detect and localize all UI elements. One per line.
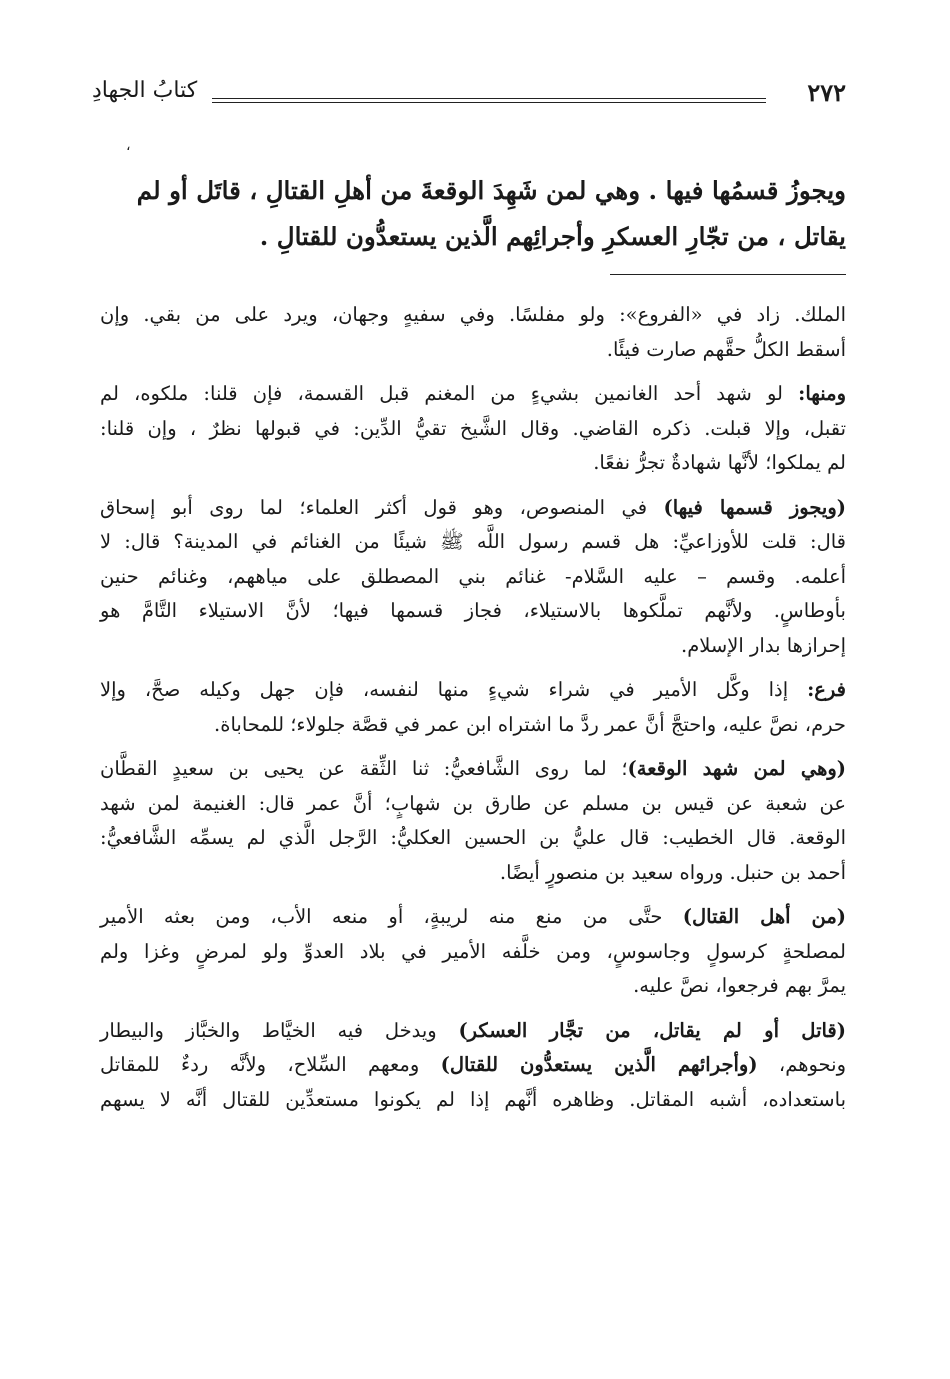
text-line: حرم، نصَّ عليه، واحتجَّ أنَّ عمر ردَّ ما اشتراه ابن عمر في قصَّة جلولاء؛ للمحاباة. (214, 712, 846, 736)
text-line (100, 1048, 846, 1083)
text-line (100, 377, 846, 412)
text-line (100, 491, 846, 526)
book-title: كتابُ الجهادِ (92, 78, 198, 103)
inline-quote: (وأجرائهم الَّذين يستعدُّون للقتال) (440, 1053, 758, 1076)
paragraph (100, 673, 846, 742)
text-run: ونحوهم، (757, 1053, 846, 1076)
text-line: إحرازها بدار الإسلام. (681, 633, 846, 657)
paragraph-lead: (وهي لمن شهد الوقعة) (627, 757, 846, 780)
text-line: عن شعبة عن قيس بن مسلم عن طارق بن شهابٍ؛ أنَّ عمر قال: الغنيمة لمن شهد (100, 791, 846, 815)
text-line (100, 900, 846, 935)
paragraph (100, 1014, 846, 1118)
text-line: الملك. زاد في «الفروع»: ولو مفلسًا. وفي سفيهٍ وجهان، ويرد على من بقي. وإن (100, 303, 846, 326)
tick-mark: ، (126, 138, 131, 154)
text-run: ومعهم السِّلاح، ولأنَّه ردءٌ للمقاتل (100, 1053, 441, 1076)
commentary (100, 298, 846, 1127)
text-run: في المنصوص، وهو قول أكثر العلماء؛ لما روى أبو إسحاق (100, 495, 664, 519)
text-line (100, 673, 846, 708)
matn-commentary-separator (610, 274, 846, 275)
matn-line: ويجوزُ قسمُها فيها . وهي لمن شَهِدَ الوقعةَ من أهلِ القتالِ ، قاتَل أو لم (136, 176, 846, 205)
header-rule-second (212, 102, 766, 103)
paragraph-lead: (من أهل القتال) (682, 905, 846, 928)
text-line: تقبل، وإلا قبلت. ذكره القاضي. وقال الشَّيخ تقيُّ الدِّين: في قبولها نظرٌ ، وإن قلنا: (100, 416, 846, 440)
text-line: أحمد بن حنبل. ورواه سعيد بن منصورٍ أيضًا. (499, 860, 846, 884)
paragraph (100, 377, 846, 481)
text-run: ويدخل فيه الخيَّاط والخبَّاز والبيطار (100, 1018, 459, 1042)
text-run: لو شهد أحد الغانمين بشيءٍ من المغنم قبل القسمة، فإن قلنا: ملكوه، لم (100, 382, 799, 405)
text-line: لمصلحةٍ كرسولٍ وجاسوسٍ، ومن خلَّفه الأمير في بلاد العدوِّ ولو لمرضٍ وغزا ولم (100, 939, 846, 963)
paragraph-lead: (ويجوز قسمها فيها) (663, 495, 846, 519)
header-rule (212, 98, 766, 99)
running-header (92, 74, 846, 114)
text-line: يمرَّ بهم فرجعوا، نصَّ عليه. (633, 974, 846, 997)
text-line: أسقط الكلُّ حقَّهم صارت فيئًا. (606, 337, 846, 361)
text-line: الوقعة. قال الخطيب: قال عليُّ بن الحسين العكليُّ: الرَّجل الَّذي لم يسمِّه الشَّافعيُّ: (100, 826, 846, 849)
paragraph-lead: (قاتل أو لم يقاتل، من تجَّار العسكر) (458, 1018, 846, 1042)
text-line (100, 1014, 846, 1049)
paragraph-lead: ومنها: (798, 382, 846, 405)
paragraph (100, 900, 846, 1004)
text-line: بأوطاسٍ. ولأنَّهم تملَّكوها بالاستيلاء، فجاز قسمها فيها؛ لأنَّ الاستيلاء التَّامَّ هو (100, 599, 846, 622)
text-run: ؛ لما روى الشَّافعيُّ: ثنا الثِّقة عن يحيى بن سعيدٍ القطَّان (100, 757, 628, 780)
text-line: باستعداده، أشبه المقاتل. وظاهره أنَّهم إذا لم يكونوا مستعدِّين للقتال أنَّه لا يسهم (100, 1087, 846, 1111)
text-line (100, 752, 846, 787)
text-line: لم يملكوا؛ لأنَّها شهادةٌ تجرُّ نفعًا. (593, 451, 846, 474)
paragraph (100, 298, 846, 367)
matn-text (100, 168, 846, 260)
text-run: حتَّى من منع منه لريبةٍ، أو منعه الأب، ومن بعثه الأمير (100, 905, 683, 928)
text-line: قال: قلت للأوزاعيِّ: هل قسم رسول اللَّه ﷺ شيئًا من الغنائم في المدينة؟ قال: لا (100, 530, 846, 553)
text-run: إذا وكَّل الأمير في شراء شيءٍ منها لنفسه، فإن جهل وكيله صحَّ، وإلا (100, 678, 808, 701)
page-number: ٢٧٢ (807, 78, 846, 107)
matn-line: يقاتل ، من تجّارِ العسكرِ وأجرائِهم الَّذين يستعدُّون للقتالِ . (259, 222, 846, 251)
paragraph (100, 752, 846, 890)
text-line: أعلمه. وقسم – عليه السَّلام- غنائم بني المصطلق على مياههم، وغنائم حنين (100, 564, 846, 588)
paragraph (100, 491, 846, 664)
paragraph-lead: فرع: (807, 678, 846, 701)
